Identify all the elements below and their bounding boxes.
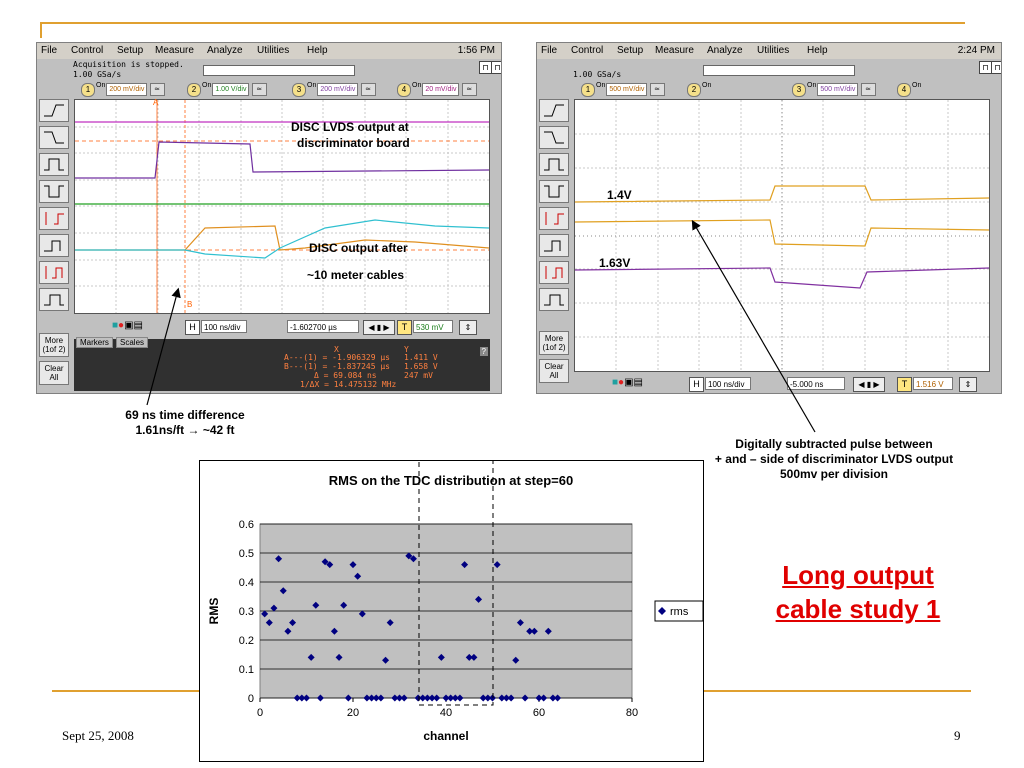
x-tick-label: 60: [532, 707, 546, 719]
menu-analyze[interactable]: Analyze: [707, 45, 743, 56]
y-axis-label: RMS: [207, 597, 221, 625]
marker-b-y: 1.658 V: [404, 362, 438, 371]
y-tick-label: 0: [247, 693, 254, 705]
caption-time-difference: 69 ns time difference 1.61ns/ft → ~42 ft: [125, 408, 245, 437]
channel-scale[interactable]: 20 mV/div: [422, 83, 459, 96]
annotation-disc-after-2: ~10 meter cables: [307, 268, 405, 282]
channel-on-toggle[interactable]: On: [596, 82, 606, 89]
channel-number: 4: [397, 83, 411, 97]
channel-filter-icon[interactable]: ≃: [252, 83, 267, 96]
footer-date: Sept 25, 2008: [62, 728, 134, 743]
chart-title: RMS on the TDC distribution at step=60: [328, 473, 574, 488]
more-button[interactable]: More (1of 2): [39, 333, 69, 357]
marker-delta-y: 247 mV: [404, 371, 433, 380]
tab-markers[interactable]: Markers: [76, 337, 113, 348]
annotation-1-63v: 1.63V: [599, 256, 631, 270]
footer-page-number: 9: [954, 728, 961, 743]
x-tick-label: 80: [625, 707, 639, 719]
timebase-h-icon: H: [689, 377, 704, 392]
x-tick-label: 0: [256, 707, 264, 719]
menu-control[interactable]: Control: [71, 45, 104, 56]
marker-a-label: A: [153, 98, 159, 107]
trigger-t-icon: T: [397, 320, 412, 335]
menu-utilities[interactable]: Utilities: [257, 45, 290, 56]
channel-on-toggle[interactable]: On: [912, 82, 922, 89]
menu-control[interactable]: Control: [571, 45, 604, 56]
delay-field[interactable]: -1.602700 µs: [287, 320, 359, 333]
clear-all-button[interactable]: Clear All: [39, 361, 69, 385]
caption-subtracted-pulse: Digitally subtracted pulse between + and – side of discriminator LVDS output 500mv per division: [714, 437, 954, 481]
channel-number: 2: [187, 83, 201, 97]
annotation-disc-after-1: DISC output after: [309, 241, 408, 255]
channel-on-toggle[interactable]: On: [412, 82, 422, 89]
clock: 2:24 PM: [957, 45, 995, 56]
delay-field[interactable]: -5.000 ns: [787, 377, 845, 390]
menu-analyze[interactable]: Analyze: [207, 45, 243, 56]
color-grade-icons[interactable]: ■●▣▤: [112, 320, 143, 331]
channel-scale[interactable]: 500 mV/div: [606, 83, 647, 96]
run-icon[interactable]: ⊓: [979, 61, 992, 74]
channel-on-toggle[interactable]: On: [307, 82, 317, 89]
menu-help[interactable]: Help: [807, 45, 828, 56]
delay-stepper[interactable]: ◀ ▮ ▶: [853, 377, 885, 392]
menu-utilities[interactable]: Utilities: [757, 45, 790, 56]
y-tick-label: 0.3: [238, 606, 254, 618]
trigger-level-field[interactable]: 530 mV: [413, 320, 453, 333]
x-tick-label: 20: [346, 707, 360, 719]
channel-filter-icon[interactable]: ≃: [650, 83, 665, 96]
marker-header-y: Y: [404, 345, 409, 354]
channel-filter-icon[interactable]: ≃: [861, 83, 876, 96]
single-icon[interactable]: ⊓: [491, 61, 502, 74]
marker-b-label: B: [187, 300, 193, 309]
status-sample-rate: 1.00 GSa/s: [73, 70, 122, 79]
annotation-disc-lvds-1: DISC LVDS output at: [291, 120, 409, 134]
timebase-field[interactable]: 100 ns/div: [201, 320, 247, 333]
delay-stepper[interactable]: ◀ ▮ ▶: [363, 320, 395, 335]
rms-scatter-plot: [200, 461, 703, 761]
channel-filter-icon[interactable]: ≃: [150, 83, 165, 96]
more-button[interactable]: More (1of 2): [539, 331, 569, 355]
y-tick-label: 0.2: [238, 635, 254, 647]
channel-on-toggle[interactable]: On: [702, 82, 712, 89]
channel-number: 3: [292, 83, 306, 97]
single-icon[interactable]: ⊓: [991, 61, 1002, 74]
channel-scale[interactable]: 1.00 V/div: [212, 83, 249, 96]
y-tick-label: 0.1: [238, 664, 254, 676]
y-tick-label: 0.4: [238, 577, 254, 589]
trigger-level-field[interactable]: 1.516 V: [913, 377, 953, 390]
channel-scale[interactable]: 200 mV/div: [106, 83, 147, 96]
marker-a-y: 1.411 V: [404, 353, 438, 362]
annotation-1-4v: 1.4V: [607, 188, 632, 202]
clock: 1:56 PM: [457, 45, 495, 56]
status-acquisition: Acquisition is stopped.: [73, 60, 184, 69]
channel-number: 3: [792, 83, 806, 97]
menu-setup[interactable]: Setup: [617, 45, 644, 56]
channel-number: 1: [581, 83, 595, 97]
channel-scale[interactable]: 200 mV/div: [317, 83, 358, 96]
menu-measure[interactable]: Measure: [655, 45, 694, 56]
clear-all-button[interactable]: Clear All: [539, 359, 569, 383]
menu-file[interactable]: File: [41, 45, 58, 56]
timebase-h-icon: H: [185, 320, 200, 335]
channel-on-toggle[interactable]: On: [96, 82, 106, 89]
status-sample-rate: 1.00 GSa/s: [573, 70, 622, 79]
annotation-disc-lvds-2: discriminator board: [297, 136, 410, 150]
trigger-stepper[interactable]: ⇕: [959, 377, 977, 392]
channel-number: 2: [687, 83, 701, 97]
trigger-t-icon: T: [897, 377, 912, 392]
legend-label: rms: [670, 606, 689, 618]
menu-help[interactable]: Help: [307, 45, 328, 56]
channel-on-toggle[interactable]: On: [202, 82, 212, 89]
marker-header-x: X: [334, 345, 339, 354]
menu-setup[interactable]: Setup: [117, 45, 144, 56]
channel-on-toggle[interactable]: On: [807, 82, 817, 89]
x-tick-label: 40: [439, 707, 453, 719]
menu-file[interactable]: File: [541, 45, 558, 56]
channel-filter-icon[interactable]: ≃: [462, 83, 477, 96]
trigger-stepper[interactable]: ⇕: [459, 320, 477, 335]
tab-scales[interactable]: Scales: [116, 337, 148, 348]
color-grade-icons[interactable]: ■●▣▤: [612, 377, 643, 388]
timebase-field[interactable]: 100 ns/div: [705, 377, 751, 390]
run-icon[interactable]: ⊓: [479, 61, 492, 74]
y-tick-label: 0.6: [238, 519, 254, 531]
y-tick-label: 0.5: [238, 548, 254, 560]
rms-chart: [199, 460, 704, 762]
x-axis-label: channel: [423, 729, 469, 743]
menu-measure[interactable]: Measure: [155, 45, 194, 56]
marker-a-x: A---(1) = -1.906329 µs: [284, 353, 390, 362]
channel-scale[interactable]: 500 mV/div: [817, 83, 858, 96]
help-icon[interactable]: ?: [481, 347, 486, 356]
marker-delta: Δ = 69.084 ns: [314, 371, 377, 380]
marker-inverse-delta: 1/ΔX = 14.475132 MHz: [300, 380, 397, 389]
channel-number: 1: [81, 83, 95, 97]
marker-b-x: B---(1) = -1.837245 µs: [284, 362, 390, 371]
channel-filter-icon[interactable]: ≃: [361, 83, 376, 96]
channel-number: 4: [897, 83, 911, 97]
slide-title-link[interactable]: Long output cable study 1: [775, 560, 941, 624]
